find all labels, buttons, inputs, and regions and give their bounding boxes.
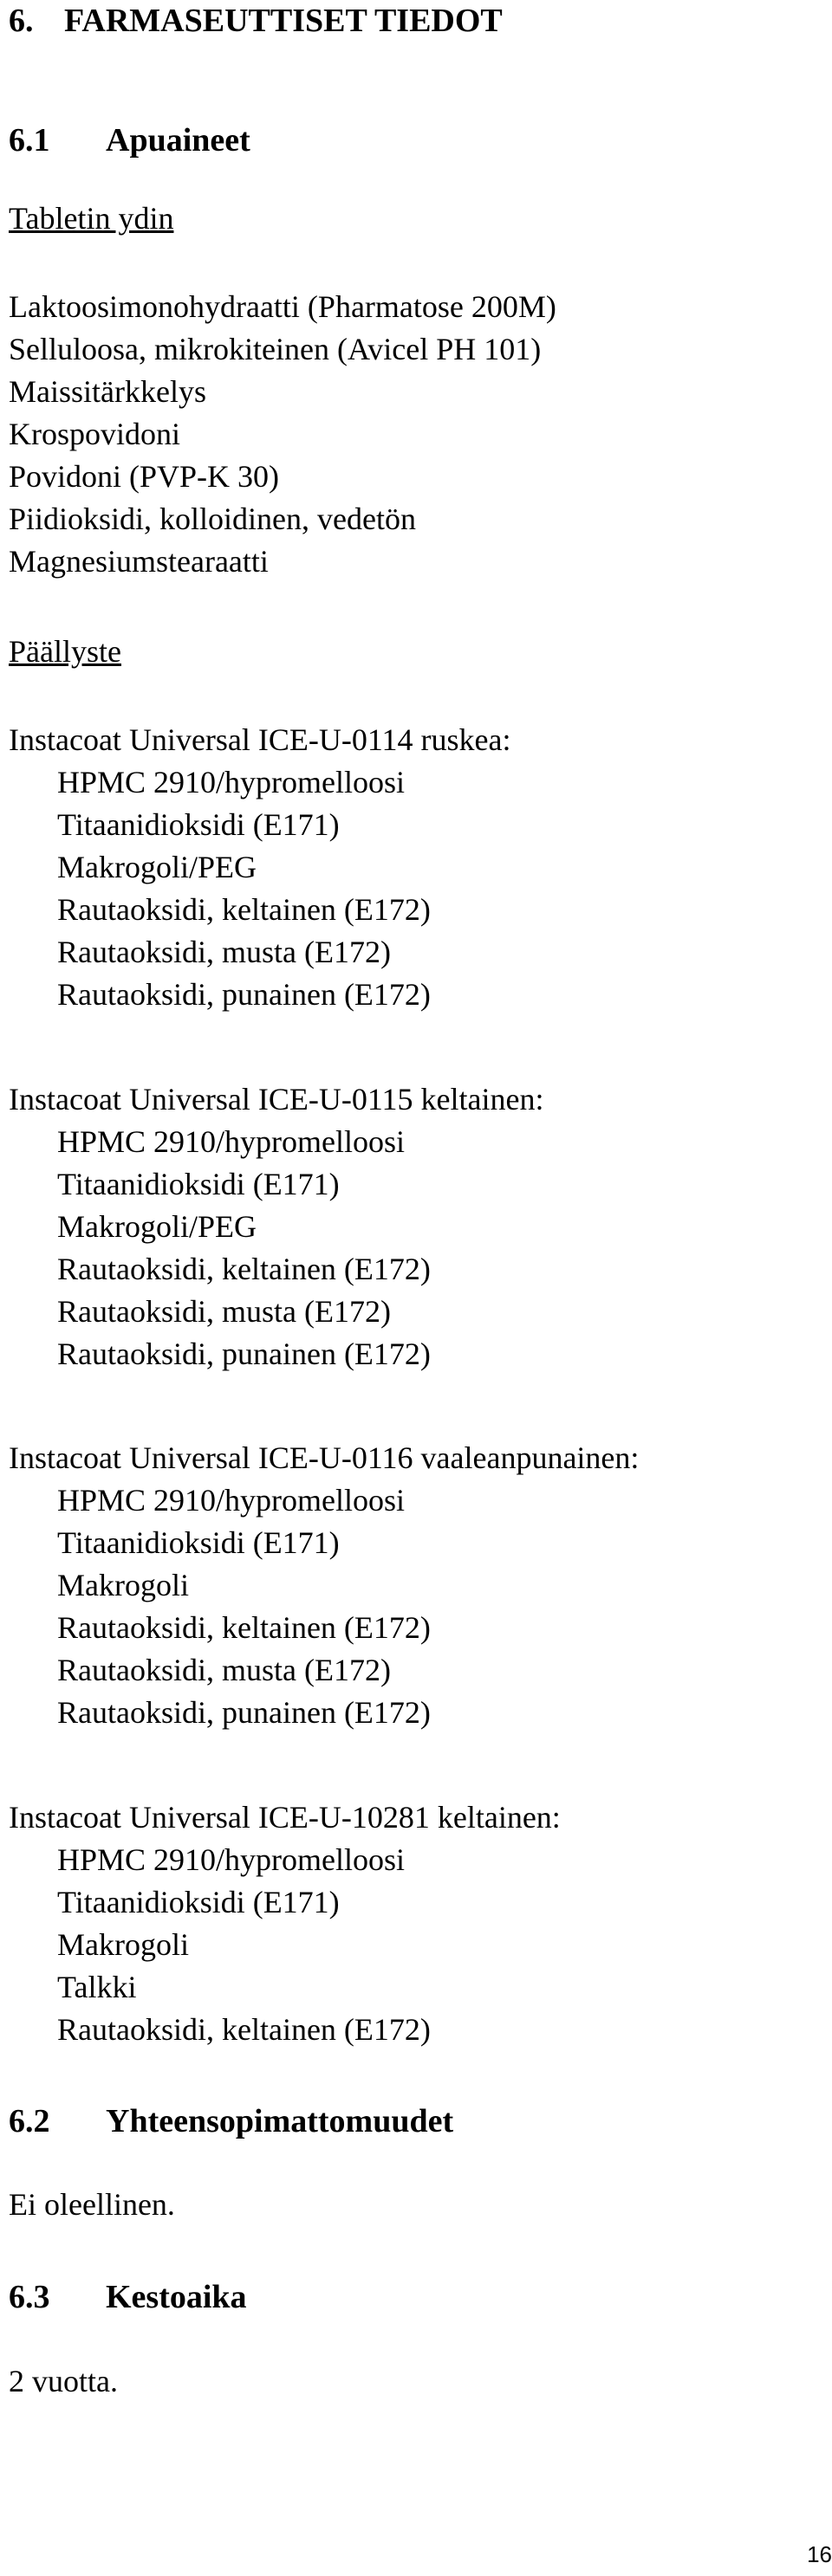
section-6-2-heading	[9, 2100, 453, 2142]
coating-group-title: Instacoat Universal ICE-U-0116 vaaleanpunainen:	[9, 1440, 640, 1475]
coating-item: Rautaoksidi, musta (E172)	[57, 935, 391, 969]
coating-heading: Päällyste	[9, 634, 121, 669]
section-6-3-heading	[9, 2276, 247, 2318]
coating-item: Titaanidioksidi (E171)	[57, 1525, 340, 1560]
section-number: 6.1	[9, 122, 50, 159]
core-item: Povidoni (PVP-K 30)	[9, 459, 280, 494]
section-title: Kestoaika	[106, 2279, 247, 2315]
coating-item: Rautaoksidi, keltainen (E172)	[57, 1610, 431, 1645]
coating-item: HPMC 2910/hypromelloosi	[57, 1124, 406, 1159]
coating-item: Talkki	[57, 1970, 137, 2004]
coating-group-title: Instacoat Universal ICE-U-0114 ruskea:	[9, 722, 511, 757]
section-number: 6.3	[9, 2279, 50, 2315]
coating-item: Makrogoli/PEG	[57, 1209, 257, 1244]
section-title: Apuaineet	[106, 122, 250, 159]
coating-item: Titaanidioksidi (E171)	[57, 1885, 340, 1919]
coating-item: Rautaoksidi, punainen (E172)	[57, 977, 431, 1012]
core-heading: Tabletin ydin	[9, 201, 174, 236]
coating-item: Rautaoksidi, punainen (E172)	[57, 1695, 431, 1730]
section-number: 6.	[9, 3, 34, 39]
core-item: Selluloosa, mikrokiteinen (Avicel PH 101)	[9, 332, 542, 366]
coating-item: Rautaoksidi, musta (E172)	[57, 1653, 391, 1687]
core-item: Maissitärkkelys	[9, 374, 206, 409]
section-6-heading	[9, 0, 503, 42]
coating-item: Rautaoksidi, keltainen (E172)	[57, 2012, 431, 2047]
core-item: Laktoosimonohydraatti (Pharmatose 200M)	[9, 289, 556, 324]
section-number: 6.2	[9, 2103, 50, 2139]
coating-item: Makrogoli	[57, 1568, 189, 1602]
coating-group-title: Instacoat Universal ICE-U-0115 keltainen:	[9, 1082, 544, 1116]
coating-item: Titaanidioksidi (E171)	[57, 1167, 340, 1201]
section-6-2-text: Ei oleellinen.	[9, 2187, 175, 2222]
section-title: Yhteensopimattomuudet	[106, 2103, 454, 2139]
coating-item: Makrogoli	[57, 1927, 189, 1962]
section-6-3-text: 2 vuotta.	[9, 2364, 118, 2398]
core-item: Magnesiumstearaatti	[9, 544, 269, 579]
coating-item: Titaanidioksidi (E171)	[57, 807, 340, 842]
coating-item: HPMC 2910/hypromelloosi	[57, 1842, 406, 1877]
page-number: 16	[807, 2541, 832, 2567]
core-item: Piidioksidi, kolloidinen, vedetön	[9, 502, 416, 536]
coating-item: Makrogoli/PEG	[57, 850, 257, 884]
coating-group-title: Instacoat Universal ICE-U-10281 keltainen:	[9, 1800, 561, 1835]
section-title: FARMASEUTTISET TIEDOT	[64, 3, 503, 39]
section-6-1-heading	[9, 120, 250, 161]
coating-item: HPMC 2910/hypromelloosi	[57, 1483, 406, 1518]
coating-item: HPMC 2910/hypromelloosi	[57, 765, 406, 799]
core-item: Krospovidoni	[9, 417, 180, 451]
coating-item: Rautaoksidi, punainen (E172)	[57, 1337, 431, 1371]
coating-item: Rautaoksidi, keltainen (E172)	[57, 892, 431, 927]
coating-item: Rautaoksidi, keltainen (E172)	[57, 1252, 431, 1286]
coating-item: Rautaoksidi, musta (E172)	[57, 1294, 391, 1329]
